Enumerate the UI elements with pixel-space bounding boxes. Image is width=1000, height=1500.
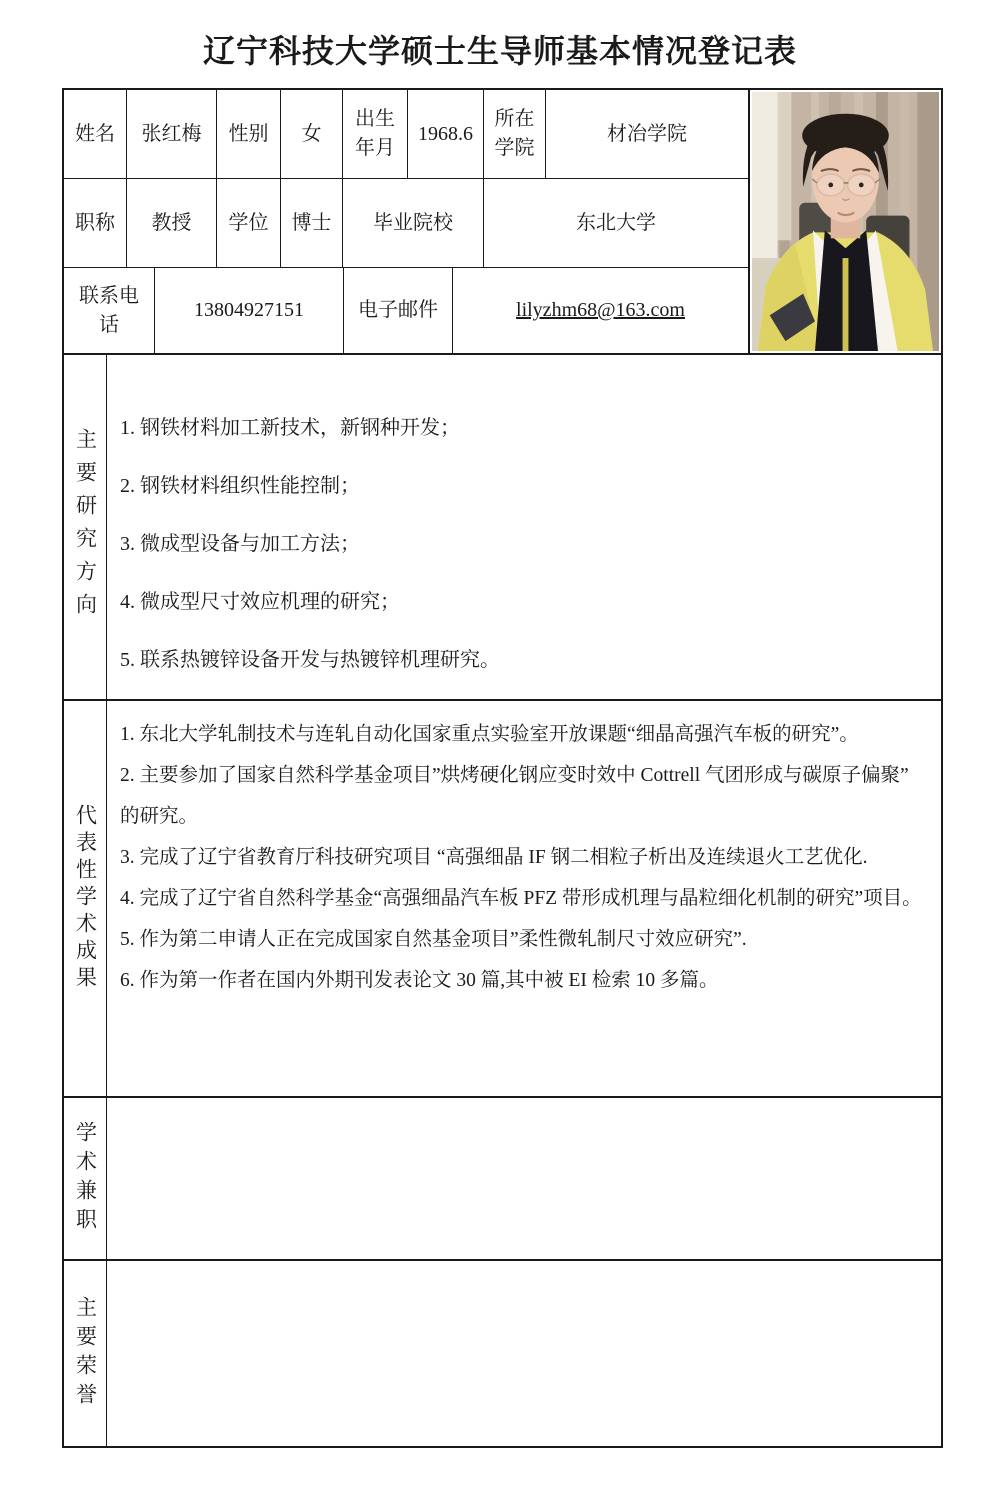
- college-value: 材冶学院: [607, 122, 687, 145]
- honors-content: [107, 1261, 941, 1446]
- research-item: 2. 钢铁材料组织性能控制；: [120, 475, 360, 497]
- college-label: 所在学院: [484, 90, 546, 178]
- birth-date-value: 1968.6: [408, 90, 484, 178]
- achievement-item: 6. 作为第一作者在国内外期刊发表论文 30 篇,其中被 EI 检索 10 多篇。: [120, 970, 719, 991]
- achievement-item: 5. 作为第二申请人正在完成国家自然基金项目”柔性微轧制尺寸效应研究”.: [120, 929, 747, 950]
- row-phone-email: [64, 268, 748, 353]
- achievements-label: 代表性学术成果: [73, 804, 98, 993]
- phone-value: 13804927151: [155, 268, 344, 353]
- row-title-degree-almamater: [64, 179, 748, 268]
- portrait-illustration: [752, 92, 939, 351]
- row-name-gender-birth-college: [64, 90, 748, 179]
- achievements-content: [107, 701, 941, 1096]
- birth-date-label: 出生年月: [343, 90, 408, 178]
- alma-mater-value: 东北大学: [576, 211, 656, 234]
- research-directions-header: [64, 355, 107, 699]
- academic-positions-content: [107, 1098, 941, 1259]
- honors-section: [64, 1261, 941, 1446]
- professional-title-label: 职称: [64, 179, 127, 267]
- gender-value: 女: [281, 90, 343, 178]
- professional-title-value: 教授: [127, 179, 217, 267]
- honors-header: [64, 1261, 107, 1446]
- achievement-item: 4. 完成了辽宁省自然科学基金“高强细晶汽车板 PFZ 带形成机理与晶粒细化机制的研究”项目。: [120, 888, 922, 909]
- research-item: 1. 钢铁材料加工新技术，新钢种开发；: [120, 417, 460, 439]
- registration-table: [62, 88, 943, 1448]
- name-value: 张红梅: [127, 90, 217, 178]
- alma-mater-label: 毕业院校: [343, 179, 484, 267]
- basic-info-section: [64, 90, 941, 355]
- honors-label: 主要荣誉: [73, 1295, 98, 1412]
- email-label: 电子邮件: [344, 268, 453, 353]
- achievement-item: 2. 主要参加了国家自然科学基金项目”烘烤硬化钢应变时效中 Cottrell 气团形成与碳原子偏聚”的研究。: [120, 765, 909, 827]
- research-directions-content: [107, 355, 941, 699]
- research-directions-label: 主要研究方向: [73, 428, 98, 626]
- research-item: 4. 微成型尺寸效应机理的研究；: [120, 591, 400, 613]
- basic-info-grid: [64, 90, 750, 353]
- achievement-item: 3. 完成了辽宁省教育厅科技研究项目 “高强细晶 IF 钢二相粒子析出及连续退火工艺优化.: [120, 847, 868, 868]
- academic-positions-label: 学术兼职: [73, 1120, 98, 1237]
- academic-positions-section: [64, 1098, 941, 1261]
- research-directions-section: [64, 355, 941, 701]
- supervisor-photo: [750, 90, 941, 353]
- gender-label: 性别: [217, 90, 281, 178]
- phone-label: 联系电话: [64, 268, 155, 353]
- email-cell: [453, 268, 748, 353]
- achievement-item: 1. 东北大学轧制技术与连轧自动化国家重点实验室开放课题“细晶高强汽车板的研究”。: [120, 724, 859, 745]
- page-title: 辽宁科技大学硕士生导师基本情况登记表: [202, 33, 797, 69]
- degree-value: 博士: [281, 179, 343, 267]
- achievements-section: [64, 701, 941, 1098]
- research-item: 3. 微成型设备与加工方法；: [120, 533, 360, 555]
- degree-label: 学位: [217, 179, 281, 267]
- academic-positions-header: [64, 1098, 107, 1259]
- achievements-header: [64, 701, 107, 1096]
- research-item: 5. 联系热镀锌设备开发与热镀锌机理研究。: [120, 649, 500, 671]
- name-label: 姓名: [64, 90, 127, 178]
- email-link[interactable]: lilyzhm68@163.com: [516, 299, 685, 321]
